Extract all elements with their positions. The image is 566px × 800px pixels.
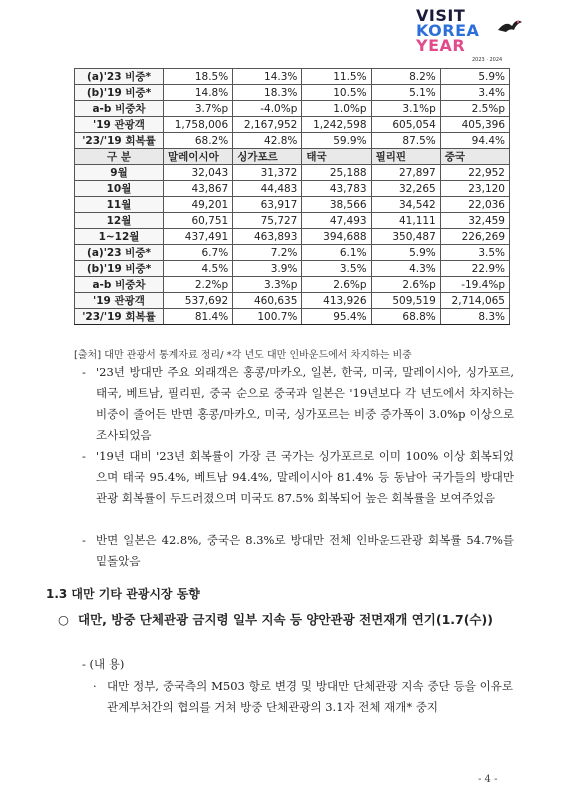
- table-cell: 32,043: [164, 165, 233, 181]
- table-cell: 27,897: [371, 165, 440, 181]
- table-cell: 4.3%: [371, 261, 440, 277]
- table-source-note: [출처] 대만 관광서 통계자료 정리/ *각 년도 대만 인바운드에서 차지하는 비중: [74, 350, 412, 361]
- table-row: [75, 229, 510, 245]
- table-cell: 437,491: [164, 229, 233, 245]
- table-cell: 2.6%p: [302, 277, 371, 293]
- paragraph-3: [82, 530, 514, 572]
- row-label: 1~12월: [75, 229, 164, 245]
- content-label: - (내 용): [82, 657, 125, 671]
- table-row: [75, 293, 510, 309]
- row-label: (b)'19 비중*: [75, 85, 164, 101]
- table-cell: 394,688: [302, 229, 371, 245]
- dot-marker: ·: [93, 679, 97, 693]
- table-cell: 23,120: [440, 181, 509, 197]
- table-cell: 405,396: [440, 117, 509, 133]
- table-cell: 509,519: [371, 293, 440, 309]
- table-cell: 537,692: [164, 293, 233, 309]
- table-cell: 3.4%: [440, 85, 509, 101]
- table-cell: 22.9%: [440, 261, 509, 277]
- detail-item: [93, 676, 513, 718]
- table-cell: 38,566: [302, 197, 371, 213]
- row-label: '19 관광객: [75, 293, 164, 309]
- table-cell: 95.4%: [302, 309, 371, 325]
- table-cell: 100.7%: [233, 309, 302, 325]
- circle-bullet-icon: ○: [58, 612, 69, 627]
- headline-text: 대만, 방중 단체관광 금지령 일부 지속 등 양안관광 전면재개 연기(1.7(수)): [78, 612, 493, 627]
- logo-bird-icon: [496, 16, 524, 40]
- table-cell: 81.4%: [164, 309, 233, 325]
- table-cell: 87.5%: [371, 133, 440, 149]
- table-cell: 1,242,598: [302, 117, 371, 133]
- paragraph-1: [82, 362, 514, 446]
- table-cell: 3.3%p: [233, 277, 302, 293]
- table-cell: 32,459: [440, 213, 509, 229]
- inbound-stats-table: [74, 68, 510, 325]
- table-cell: 14.8%: [164, 85, 233, 101]
- row-label: 12월: [75, 213, 164, 229]
- table-cell: 5.1%: [371, 85, 440, 101]
- table-cell: 31,372: [233, 165, 302, 181]
- table-row: [75, 309, 510, 325]
- row-label: a-b 비중차: [75, 101, 164, 117]
- table-cell: 42.8%: [233, 133, 302, 149]
- table-row: [75, 277, 510, 293]
- table-cell: 1,758,006: [164, 117, 233, 133]
- section-heading: 1.3 대만 기타 관광시장 동향: [46, 587, 200, 601]
- table-cell: 460,635: [233, 293, 302, 309]
- column-header: 중국: [440, 149, 509, 165]
- table-row: [75, 133, 510, 149]
- table-cell: 5.9%: [371, 245, 440, 261]
- table-row: [75, 85, 510, 101]
- table-row: [75, 117, 510, 133]
- table-cell: 2.5%p: [440, 101, 509, 117]
- table-cell: 2,714,065: [440, 293, 509, 309]
- logo-years: 2023 · 2024: [472, 57, 503, 63]
- table-cell: 8.3%: [440, 309, 509, 325]
- row-label: a-b 비중차: [75, 277, 164, 293]
- logo-line-korea: KOREA: [416, 21, 480, 40]
- logo-line-year: YEAR: [416, 36, 466, 55]
- column-header: 말레이시아: [164, 149, 233, 165]
- table-cell: 3.9%: [233, 261, 302, 277]
- table-cell: 3.7%p: [164, 101, 233, 117]
- row-label: (a)'23 비중*: [75, 69, 164, 85]
- table-header-row: [75, 149, 510, 165]
- table-cell: 59.9%: [302, 133, 371, 149]
- visit-korea-year-logo: [416, 8, 526, 68]
- table-cell: 18.3%: [233, 85, 302, 101]
- column-header: 싱가포르: [233, 149, 302, 165]
- table-cell: 10.5%: [302, 85, 371, 101]
- row-label: (a)'23 비중*: [75, 245, 164, 261]
- table-cell: 14.3%: [233, 69, 302, 85]
- table-cell: 413,926: [302, 293, 371, 309]
- row-label: 9월: [75, 165, 164, 181]
- table-cell: 2.2%p: [164, 277, 233, 293]
- table-cell: 226,269: [440, 229, 509, 245]
- table-cell: 68.2%: [164, 133, 233, 149]
- paragraph-2: [82, 446, 514, 509]
- table-row: [75, 197, 510, 213]
- table-cell: 41,111: [371, 213, 440, 229]
- table-cell: 605,054: [371, 117, 440, 133]
- column-header: 필리핀: [371, 149, 440, 165]
- row-label: 10월: [75, 181, 164, 197]
- dash-marker: -: [82, 533, 86, 547]
- table-cell: -4.0%p: [233, 101, 302, 117]
- row-label: '23/'19 회복률: [75, 133, 164, 149]
- table-row: [75, 165, 510, 181]
- table-cell: 6.1%: [302, 245, 371, 261]
- table-cell: 3.5%: [440, 245, 509, 261]
- table-cell: 5.9%: [440, 69, 509, 85]
- header-label: 구 분: [75, 149, 164, 165]
- table-row: [75, 245, 510, 261]
- table-cell: 11.5%: [302, 69, 371, 85]
- table-cell: 1.0%p: [302, 101, 371, 117]
- table-cell: 4.5%: [164, 261, 233, 277]
- table-cell: 44,483: [233, 181, 302, 197]
- table-cell: 43,867: [164, 181, 233, 197]
- table-cell: 34,542: [371, 197, 440, 213]
- table-cell: 63,917: [233, 197, 302, 213]
- table-cell: 75,727: [233, 213, 302, 229]
- paragraph-text: '19년 대비 '23년 회복률이 가장 큰 국가는 싱가포르로 이미 100% 이상 회복되었으며 태국 95.4%, 베트남 94.4%, 말레이시아 81.4% 등 동남아 국가들의 방대만 관광 회복률이 두드러졌으며 미국도 87.5% 회복되어 높은 회복률을 보여주었음: [96, 449, 514, 505]
- detail-text: 대만 정부, 중국측의 M503 항로 변경 및 방대만 단체관광 지속 중단 등을 이유로 관계부처간의 협의를 거쳐 방중 단체관광의 3.1자 전체 재개* 중지: [107, 679, 513, 714]
- table-cell: 8.2%: [371, 69, 440, 85]
- table-cell: 22,952: [440, 165, 509, 181]
- row-label: '19 관광객: [75, 117, 164, 133]
- table-cell: 2.6%p: [371, 277, 440, 293]
- table-cell: 3.1%p: [371, 101, 440, 117]
- dash-marker: -: [82, 449, 86, 463]
- table-cell: -19.4%p: [440, 277, 509, 293]
- table-row: [75, 101, 510, 117]
- table-cell: 2,167,952: [233, 117, 302, 133]
- table-cell: 463,893: [233, 229, 302, 245]
- table-cell: 49,201: [164, 197, 233, 213]
- table-cell: 350,487: [371, 229, 440, 245]
- table-row: [75, 69, 510, 85]
- table-row: [75, 181, 510, 197]
- table-cell: 7.2%: [233, 245, 302, 261]
- paragraph-text: 반면 일본은 42.8%, 중국은 8.3%로 방대만 전체 인바운드관광 회복률 54.7%를 밑돌았음: [96, 533, 514, 568]
- table-cell: 47,493: [302, 213, 371, 229]
- paragraph-text: '23년 방대만 주요 외래객은 홍콩/마카오, 일본, 한국, 미국, 말레이시아, 싱가포르, 태국, 베트남, 필리핀, 중국 순으로 중국과 일본은 '19년보다 각 년도에서 차지하는 비중이 줄어든 반면 홍콩/마카오, 미국, 싱가포르는 비중 증가폭이 3.0%p 이상으로 조사되었음: [96, 365, 514, 442]
- headline-bullet: [58, 608, 514, 631]
- table-cell: 68.8%: [371, 309, 440, 325]
- logo-line-visit: VISIT: [416, 6, 466, 25]
- row-label: (b)'19 비중*: [75, 261, 164, 277]
- column-header: 태국: [302, 149, 371, 165]
- table-cell: 3.5%: [302, 261, 371, 277]
- table-row: [75, 213, 510, 229]
- table-cell: 32,265: [371, 181, 440, 197]
- table-row: [75, 261, 510, 277]
- row-label: '23/'19 회복률: [75, 309, 164, 325]
- table-cell: 43,783: [302, 181, 371, 197]
- table-cell: 22,036: [440, 197, 509, 213]
- table-cell: 25,188: [302, 165, 371, 181]
- table-cell: 6.7%: [164, 245, 233, 261]
- table-cell: 60,751: [164, 213, 233, 229]
- table-cell: 18.5%: [164, 69, 233, 85]
- page-number: - 4 -: [478, 774, 498, 785]
- dash-marker: -: [82, 365, 86, 379]
- table-cell: 94.4%: [440, 133, 509, 149]
- row-label: 11월: [75, 197, 164, 213]
